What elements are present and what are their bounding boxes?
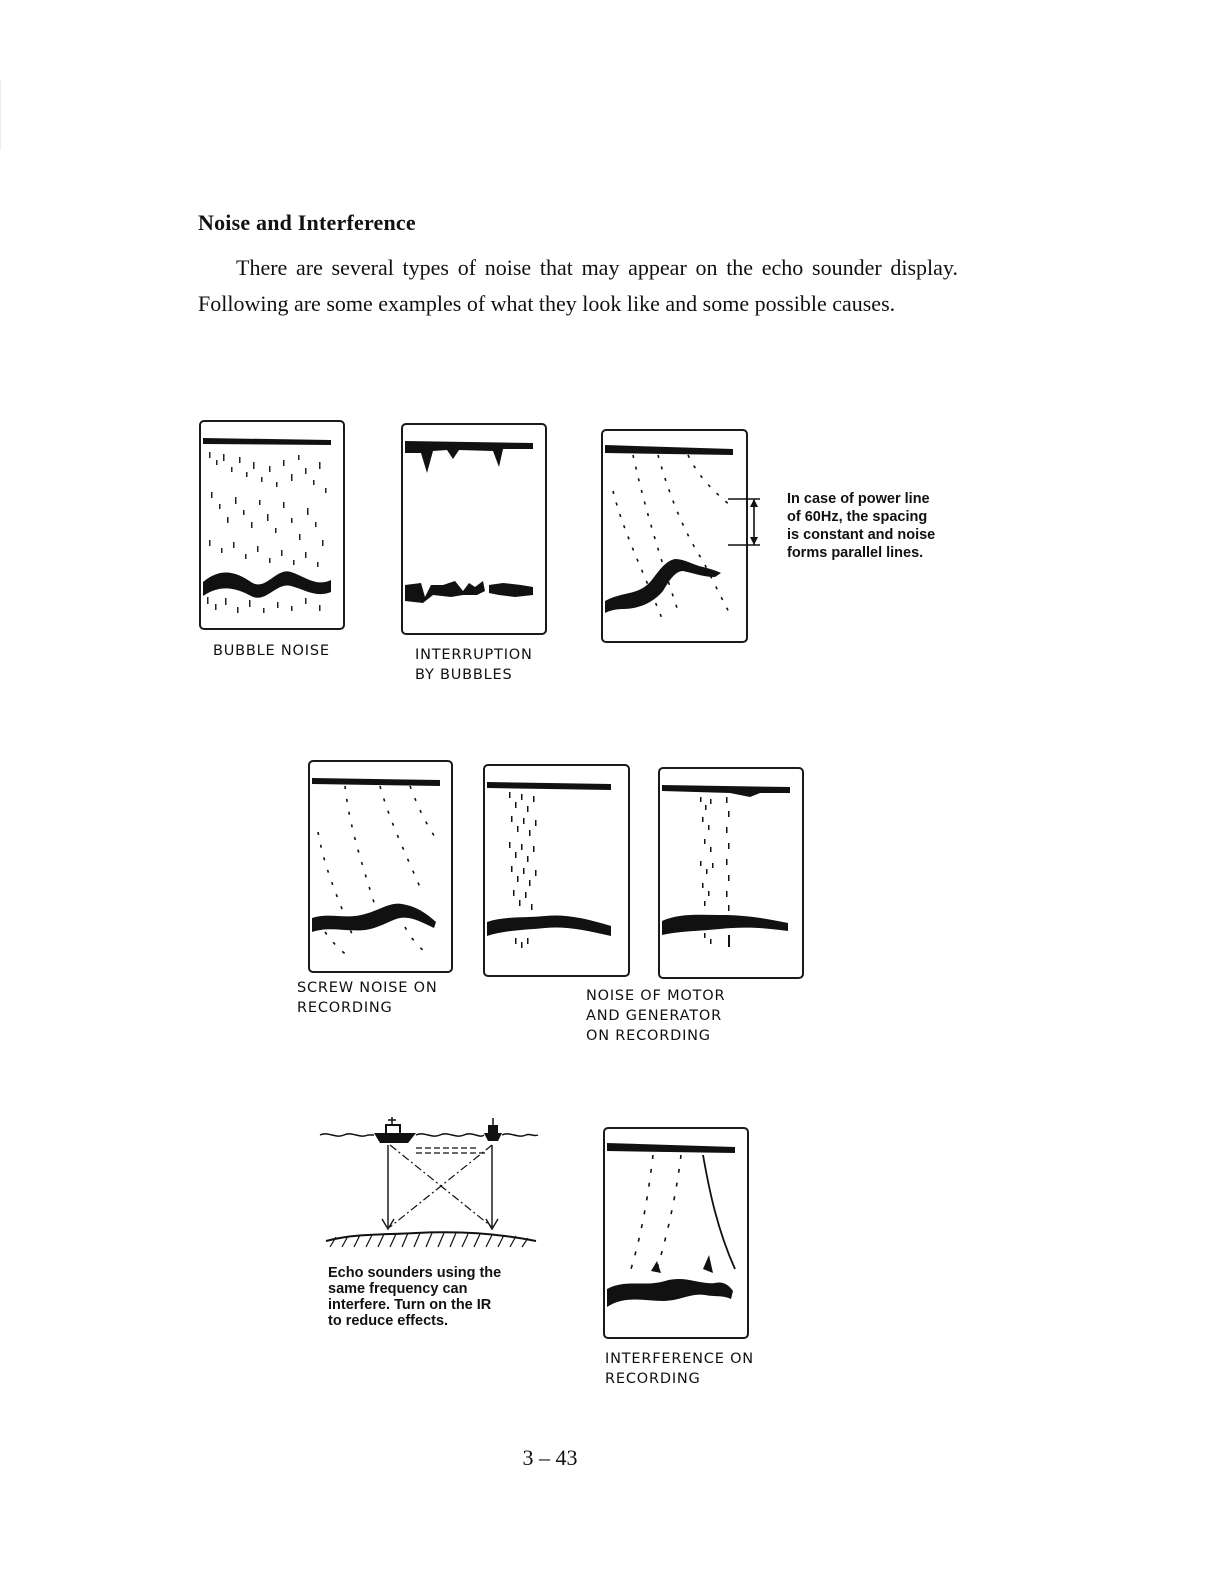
power-line-noise-figure <box>601 429 748 643</box>
page-number: 3 – 43 <box>522 1445 578 1470</box>
motor-noise-figure-b <box>658 767 804 979</box>
motor-noise-figure-a <box>483 764 630 977</box>
screw-noise-caption: SCREW NOISE ON RECORDING <box>297 980 438 1016</box>
section-heading: Noise and Interference <box>198 210 416 235</box>
bubble-noise-figure <box>199 420 345 630</box>
interference-figure <box>603 1127 749 1339</box>
motor-noise-drawing-a <box>485 766 630 977</box>
intro-paragraph <box>198 250 958 322</box>
screw-noise-drawing <box>310 762 453 973</box>
power-line-note: In case of power line of 60Hz, the spacing is constant and noise forms parallel lines. <box>787 491 936 561</box>
scan-edge-mark <box>0 80 1 150</box>
two-ships-interference-diagram <box>316 1115 541 1255</box>
interference-drawing <box>605 1129 749 1339</box>
power-line-noise-drawing <box>603 431 748 643</box>
intro-text: There are several types of noise that may appear on the echo sounder display. Following are some examples of what they look like and some possible causes. <box>198 255 958 316</box>
spacing-bracket-icon <box>728 495 768 551</box>
interruption-by-bubbles-caption: INTERRUPTION BY BUBBLES <box>415 647 533 683</box>
motor-generator-noise-caption: NOISE OF MOTOR AND GENERATOR ON RECORDING <box>586 988 726 1044</box>
bubble-noise-drawing <box>201 422 345 630</box>
interruption-by-bubbles-drawing <box>403 425 547 635</box>
interruption-by-bubbles-figure <box>401 423 547 635</box>
motor-noise-drawing-b <box>660 769 804 979</box>
bubble-noise-caption: BUBBLE NOISE <box>213 643 330 659</box>
screw-noise-figure <box>308 760 453 973</box>
echo-sounders-note: Echo sounders using the same frequency can interfere. Turn on the IR to reduce effects. <box>328 1265 502 1329</box>
interference-caption: INTERFERENCE ON RECORDING <box>605 1351 754 1387</box>
